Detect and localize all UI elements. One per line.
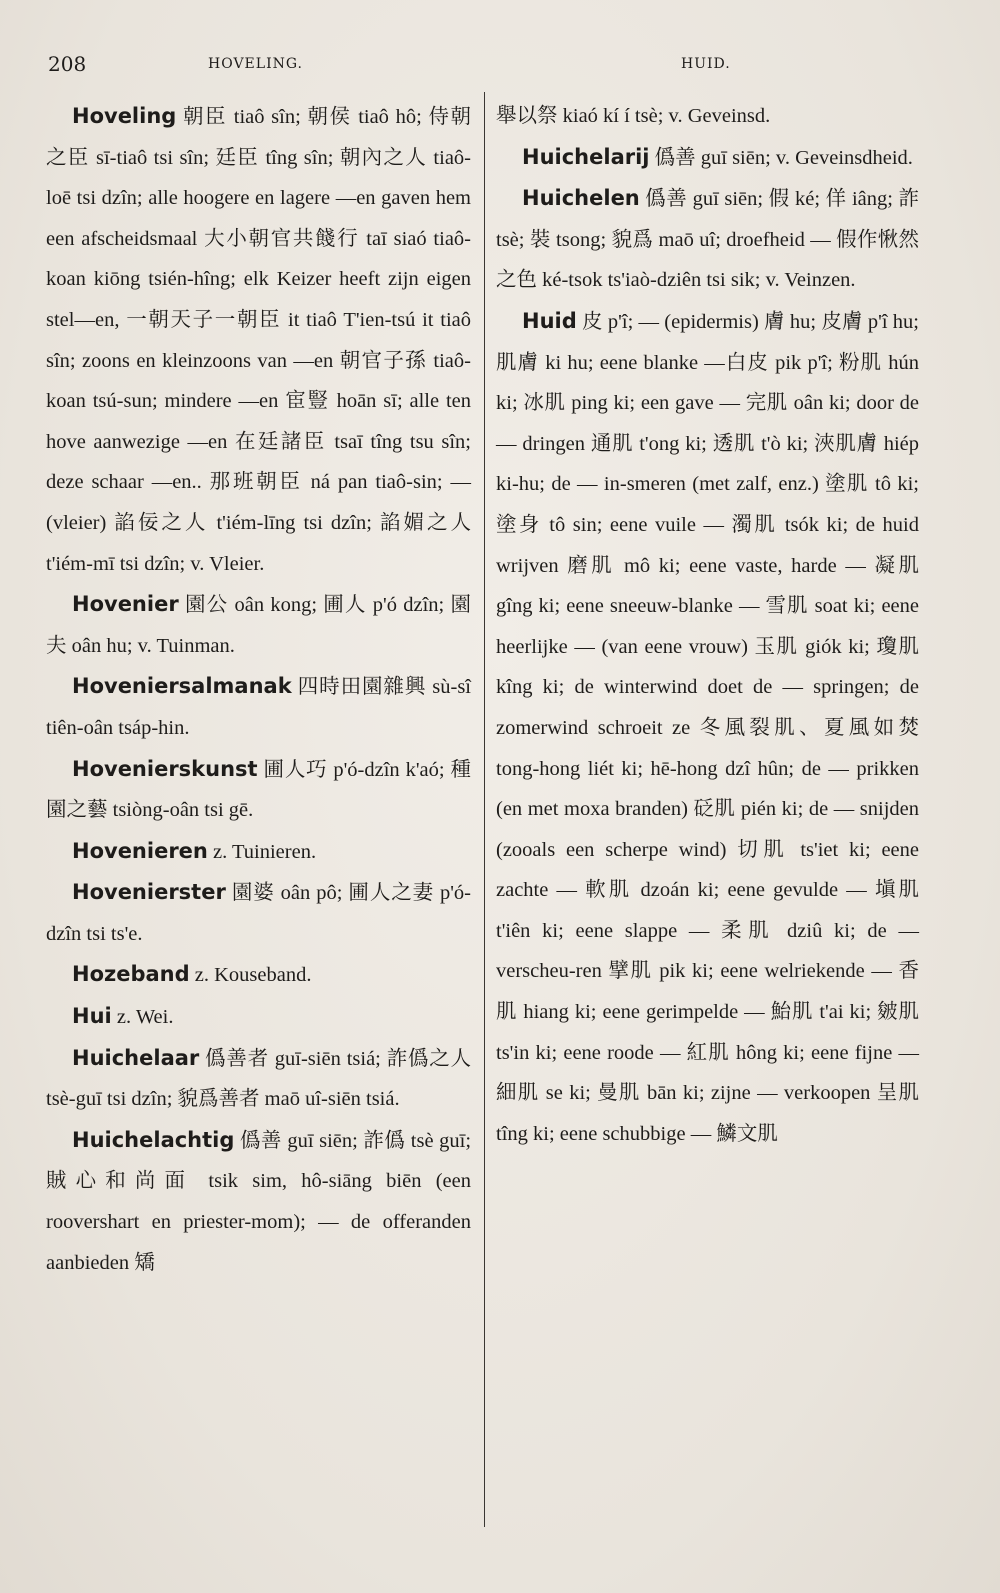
entry-continuation bbox=[496, 96, 919, 137]
headword: Huichelaar bbox=[72, 1045, 200, 1070]
left-column bbox=[46, 96, 471, 1283]
entry bbox=[46, 954, 471, 996]
headword: Hovenier bbox=[72, 592, 179, 617]
page-number: 208 bbox=[48, 52, 87, 76]
right-column bbox=[496, 96, 919, 1154]
entry-text: 園公 oân kong; 圃人 p'ó dzîn; 園夫 oân hu; v. Tuinman. bbox=[46, 594, 472, 657]
entry bbox=[46, 996, 471, 1038]
headword: Hoveniersalmanak bbox=[72, 674, 292, 699]
entry-text: 皮 p'î; — (epidermis) 膚 hu; 皮膚 p'î hu; 肌膚 ki hu; eene blanke —白皮 pik p'î; 粉肌 hún ki; 冰肌 ping ki; een gave — 完肌 oân ki; door de — dringen 通肌 t'ong ki; 透肌 t'ò ki; 浹肌膚 hiép ki-hu; de — in-smeren (met zalf, enz.) 塗肌 tô ki; 塗身 tô sin; eene vuile — 濁肌 tsók ki; de huid wrijven 磨肌 mô ki; eene vaste, harde — 凝肌 gîng ki; eene sneeuw-blanke — 雪肌 soat ki; eene heerlijke — (van eene vrouw) 玉肌 giók ki; 瓊肌 kîng ki; de winterwind doet de — springen; de zomerwind schroeit ze 冬風裂肌、夏風如焚 tong-hong liét ki; hē-hong dzî hûn; de — prikken (en met moxa branden) 砭肌 pién ki; de — snijden (zooals een scherpe wind) 切肌 ts'iet ki; eene zachte — 軟肌 dzoán ki; eene gevulde — 塡肌 t'iên ki; eene slappe — 柔肌 dziû ki; de — verscheu-ren 擘肌 pik ki; eene welriekende — 香肌 hiang ki; eene gerimpelde — 鮐肌 t'ai ki; 皴肌 ts'in ki; eene roode — 紅肌 hông ki; eene fijne — 細肌 se ki; 曼肌 bān ki; zijne — verkoopen 呈肌 tîng ki; eene schubbige — 鱗文肌 bbox=[496, 310, 920, 1145]
running-head-right: HUID. bbox=[681, 56, 731, 72]
entry-text: z. Tuinieren. bbox=[213, 840, 317, 863]
headword: Hovenieren bbox=[72, 838, 208, 863]
headword: Huichelachtig bbox=[72, 1127, 235, 1152]
headword: Hoveling bbox=[72, 104, 177, 128]
entry-text: 僞善者 guī-siēn tsiá; 詐僞之人 tsè-guī tsi dzîn; 貌爲善者 maō uî-siēn tsiá. bbox=[46, 1047, 472, 1111]
entry-text: 朝臣 tiaô sîn; 朝侯 tiaô hô; 侍朝之臣 sī-tiaô tsi sîn; 廷臣 tîng sîn; 朝內之人 tiaô-loē tsi dzîn; alle hoogere en lagere —en gaven hem een afscheidsmaal 大小朝官共餞行 taī siaó tiaô-koan kiōng tsién-hîng; elk Keizer heeft zijn eigen stel—en, 一朝天子一朝臣 it tiaô T'ien-tsú it tiaô sîn; zoons en kleinzoons van —en 朝官子孫 tiaô-koan tsú-sun; mindere —en 宦豎 hoān sī; alle ten hove aanwezige —en 在廷諸臣 tsaī tîng tsu sîn; deze schaar —en.. 那班朝臣 ná pan tiaô-sin; — (vleier) 諂佞之人 t'iém-līng tsi dzîn; 諂媚之人 t'iém-mī tsi dzîn; v. Vleier. bbox=[46, 106, 472, 575]
headword: Huichelarij bbox=[522, 144, 650, 169]
entry-text: 圃人巧 p'ó-dzîn k'aó; 種園之藝 tsiòng-oân tsi gē. bbox=[46, 758, 472, 822]
entry-text: z. Kouseband. bbox=[194, 964, 312, 987]
entry-text: z. Wei. bbox=[116, 1006, 174, 1029]
headword: Hovenierskunst bbox=[72, 756, 258, 781]
entry-text: 僞善 guī siēn; v. Geveinsdheid. bbox=[654, 146, 913, 169]
entry-text: 僞善 guī siēn; 假 ké; 佯 iâng; 詐 tsè; 裝 tsong; 貌爲 maō uî; droefheid — 假作愀然之色 ké-tsok ts'iaò-dziên tsi sik; v. Veinzen. bbox=[496, 188, 920, 292]
entry bbox=[496, 178, 919, 301]
entry bbox=[46, 584, 471, 666]
entry bbox=[496, 137, 919, 179]
entry-text: 僞善 guī siēn; 詐僞 tsè guī; 賊心和尚面 tsik sim, hô-siāng biēn (een roovershart en priester-mom); — de offeranden aanbieden 矯 bbox=[46, 1129, 472, 1274]
headword: Huichelen bbox=[522, 186, 640, 211]
page-header bbox=[0, 52, 1000, 82]
entry-text: 舉以祭 kiaó kí í tsè; v. Geveinsd. bbox=[496, 105, 771, 127]
entry bbox=[46, 96, 471, 584]
running-head-left: HOVELING. bbox=[208, 56, 303, 72]
headword: Hozeband bbox=[72, 962, 190, 987]
entry bbox=[46, 666, 471, 748]
headword: Hovenierster bbox=[72, 880, 226, 905]
entry bbox=[496, 301, 919, 1154]
column-divider bbox=[484, 92, 485, 1527]
headword: Hui bbox=[72, 1004, 112, 1029]
entry bbox=[46, 831, 471, 873]
entry bbox=[46, 1120, 471, 1283]
entry bbox=[46, 749, 471, 831]
entry bbox=[46, 872, 471, 954]
entry-text: 園婆 oân pô; 圃人之妻 p'ó-dzîn tsi ts'e. bbox=[46, 882, 471, 945]
headword: Huid bbox=[522, 308, 577, 333]
entry-text: 四時田園雜興 sù-sî tiên-oân tsáp-hin. bbox=[46, 676, 472, 739]
entry bbox=[46, 1038, 471, 1120]
